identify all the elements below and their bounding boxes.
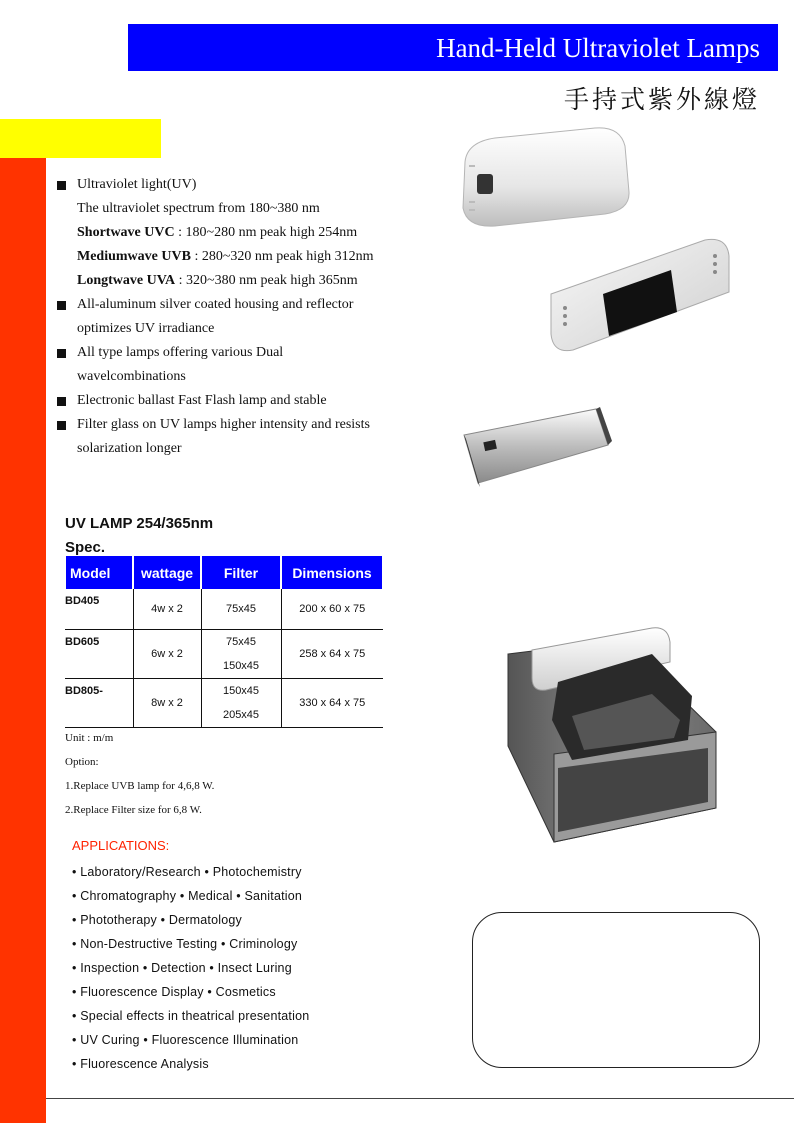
uv-viewing-cabinet-image: [502, 620, 722, 848]
uv-lamp-aluminum-image: [460, 405, 615, 490]
table-row: BD805- 8w x 2 150x45 205x45 330 x 64 x 75: [65, 678, 383, 727]
chinese-subtitle: 手持式紫外線燈: [563, 85, 760, 114]
list-item: • Special effects in theatrical presentation: [72, 1009, 310, 1023]
list-item: • Chromatography • Medical • Sanitation: [72, 889, 303, 903]
uv-lamp-white-image: [455, 122, 635, 237]
square-bullet-icon: [57, 181, 66, 190]
square-bullet-icon: [57, 349, 66, 358]
feature-item: Electronic ballast Fast Flash lamp and stable: [57, 389, 437, 413]
applications-list: [72, 860, 309, 1076]
list-item: • Fluorescence Display • Cosmetics: [72, 985, 276, 999]
table-header-row: [65, 556, 383, 589]
band-uvc: Shortwave UVC : 180~280 nm peak high 254nm: [77, 225, 358, 240]
feature-item: All-aluminum silver coated housing and reflector optimizes UV irradiance: [57, 293, 437, 341]
square-bullet-icon: [57, 301, 66, 310]
list-item: • UV Curing • Fluorescence Illumination: [72, 1033, 299, 1047]
uv-lamp-filter-image: [545, 232, 735, 362]
col-dimensions: Dimensions: [281, 556, 383, 589]
list-item: • Laboratory/Research • Photochemistry: [72, 865, 302, 879]
square-bullet-icon: [57, 397, 66, 406]
table-row: BD405 4w x 2 75x45 200 x 60 x 75: [65, 589, 383, 629]
yellow-tab: [0, 119, 161, 158]
list-item: • Phototherapy • Dermatology: [72, 913, 242, 927]
footer-divider: [46, 1098, 794, 1099]
page-title: Hand-Held Ultraviolet Lamps: [128, 24, 778, 71]
list-item: • Fluorescence Analysis: [72, 1057, 209, 1071]
spec-notes: Unit : m/m Option: 1.Replace UVB lamp for 4,6,8 W. 2.Replace Filter size for 6,8 W.: [65, 732, 215, 816]
feature-item: All type lamps offering various Dual wavelcombinations: [57, 341, 437, 389]
list-item: • Inspection • Detection • Insect Luring: [72, 961, 292, 975]
empty-info-box: [472, 912, 760, 1068]
feature-list: [57, 173, 437, 461]
applications-title: APPLICATIONS:: [72, 838, 170, 853]
list-item: • Non-Destructive Testing • Criminology: [72, 937, 298, 951]
table-row: BD605 6w x 2 75x45 150x45 258 x 64 x 75: [65, 629, 383, 678]
band-uva: Longtwave UVA : 320~380 nm peak high 365nm: [77, 273, 358, 288]
spec-table: [64, 556, 384, 728]
col-wattage: wattage: [133, 556, 201, 589]
red-side-bar: [0, 158, 46, 1123]
col-model: Model: [65, 556, 133, 589]
spec-heading: UV LAMP 254/365nm Spec.: [65, 515, 214, 556]
feature-item: Ultraviolet light(UV) The ultraviolet spectrum from 180~380 nm Shortwave UVC : 180~280 nm peak high 254nm Mediumwave UVB : 280~320 nm peak high 312nm Longtwave UVA : 320~380 nm peak high 365nm: [57, 173, 437, 293]
square-bullet-icon: [57, 421, 66, 430]
feature-item: Filter glass on UV lamps higher intensity and resists solarization longer: [57, 413, 437, 461]
col-filter: Filter: [201, 556, 281, 589]
band-uvb: Mediumwave UVB : 280~320 nm peak high 312nm: [77, 249, 374, 264]
